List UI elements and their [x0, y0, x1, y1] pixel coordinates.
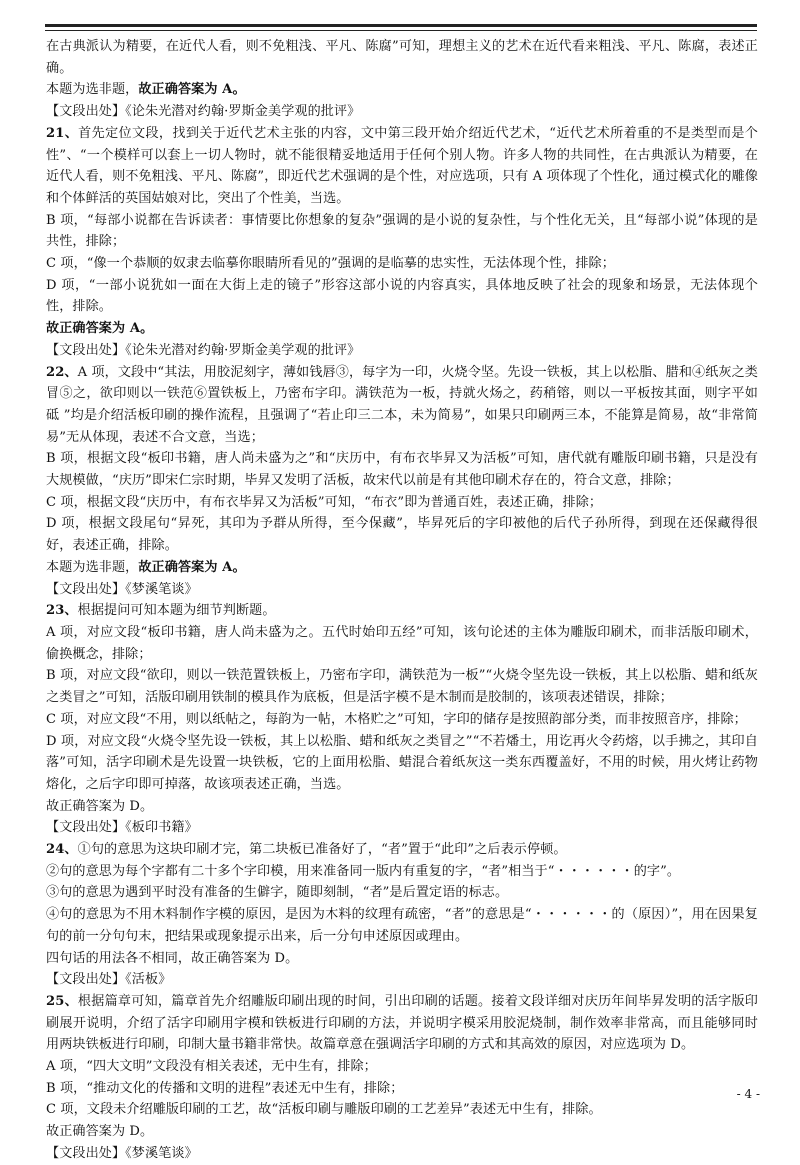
- question-number: 21、: [46, 125, 79, 141]
- text-paragraph: [46, 123, 758, 210]
- paragraph-text: 在古典派认为精要，在近代人看，则不免粗浅、平凡、陈腐”可知，理想主义的艺术在近代看来粗浅、平凡、陈腐，表述正确。: [46, 39, 758, 76]
- header-rule-thick: [45, 24, 757, 27]
- text-paragraph: [46, 1078, 758, 1100]
- text-paragraph: [46, 492, 758, 514]
- text-paragraph: [46, 101, 758, 123]
- text-paragraph: [46, 709, 758, 731]
- text-paragraph: [46, 600, 758, 622]
- text-paragraph: [46, 622, 758, 665]
- paragraph-text: 故正确答案为 D。: [46, 1124, 154, 1140]
- paragraph-text: C 项，根据文段“庆历中，有布衣毕昇又为活板”可知，“布衣”即为普通百姓，表述正确，排除；: [46, 494, 603, 510]
- text-paragraph: [46, 79, 758, 101]
- paragraph-text: ④句的意思为不用木料制作字模的原因，是因为木料的纹理有疏密，“者”的意思是“・・・・・・的（原因）”，用在因果复句的前一分句句末，把结果或现象提示出来，后一分句申述原因或理由。: [46, 907, 758, 944]
- question-number: 23、: [46, 603, 78, 619]
- paragraph-text: 【文段出处】《板印书籍》: [46, 820, 198, 836]
- paragraph-text: 【文段出处】《论朱光潜对约翰·罗斯金美学观的批评》: [46, 342, 361, 358]
- paragraph-text: ③句的意思为遇到平时没有准备的生僻字，随即刻制，“者”是后置定语的标志。: [46, 885, 509, 901]
- paragraph-text: ②句的意思为每个字都有二十多个字印模，用来准备同一版内有重复的字，“者”相当于“・・・・・・的字”。: [46, 863, 681, 879]
- text-paragraph: [46, 1099, 758, 1121]
- answer-explanation-body: [46, 36, 758, 1165]
- text-paragraph: [46, 275, 758, 318]
- paragraph-text: ①句的意思为这块印刷才完，第二块板已准备好了，“者”置于“此印”之后表示停顿。: [77, 842, 567, 858]
- paragraph-text: 根据篇章可知，篇章首先介绍雕版印刷出现的时间，引出印刷的话题。接着文段详细对庆历年间毕昇发明的活字版印刷展开说明，介绍了活字印刷用字模和铁板进行印刷的方法，并说明字模采用胶泥烧制，制作效率非常高，而且能够同时用两块铁板进行印刷，印制大量书籍非常快。故篇章意在强调活字印刷的方式和其高效的原因，对应选项为 D。: [46, 993, 758, 1053]
- answer-emphasis: 故正确答案为 A。: [138, 82, 246, 98]
- text-paragraph: [46, 991, 758, 1056]
- paragraph-text: D 项，“一部小说犹如一面在大街上走的镜子”形容这部小说的内容真实，具体地反映了社会的现象和场景，无法体现个性，排除。: [46, 277, 758, 315]
- paragraph-text: 本题为选非题，: [46, 82, 139, 98]
- text-paragraph: [46, 318, 758, 340]
- text-paragraph: [46, 969, 758, 991]
- text-paragraph: [46, 817, 758, 839]
- question-number: 25、: [46, 993, 78, 1009]
- text-paragraph: [46, 1121, 758, 1143]
- paragraph-text: A 项，“四大文明”文段没有相关表述，无中生有，排除；: [46, 1059, 377, 1075]
- text-paragraph: [46, 839, 758, 861]
- text-paragraph: [46, 882, 758, 904]
- text-paragraph: [46, 362, 758, 449]
- paragraph-text: 【文段出处】《梦溪笔谈》: [46, 1145, 198, 1161]
- paragraph-text: B 项，对应文段“欲印，则以一铁范置铁板上，乃密布字印，满铁范为一板”“火烧令坚先设一铁板，其上以松脂、蜡和纸灰之类冒之”可知，活版印刷用铁制的模具作为底板，但是活字模不是木制而是胶制的，该项表述错误，排除；: [46, 668, 758, 706]
- paragraph-text: C 项，“像一个恭顺的奴隶去临摹你眼睛所看见的”强调的是临摹的忠实性，无法体现个性，排除；: [46, 256, 615, 272]
- paragraph-text: 本题为选非题，: [46, 559, 139, 575]
- text-paragraph: [46, 861, 758, 883]
- text-paragraph: [46, 665, 758, 708]
- page-number: - 4 -: [736, 1087, 760, 1101]
- question-number: 22、: [46, 364, 78, 380]
- paragraph-text: C 项，对应文段“不用，则以纸帖之，每韵为一帖，木格贮之”可知，字印的储存是按照韵部分类，而非按照音序，排除；: [46, 711, 747, 727]
- paragraph-text: B 项，“推动文化的传播和文明的进程”表述无中生有，排除；: [46, 1080, 404, 1096]
- paragraph-text: D 项，根据文段尾句“昇死，其印为予群从所得，至今保藏”，毕昇死后的字印被他的后代子孙所得，到现在还保藏得很好，表述正确，排除。: [46, 516, 758, 554]
- paragraph-text: 首先定位文段，找到关于近代艺术主张的内容，文中第三段开始介绍近代艺术，“近代艺术所着重的不是类型而是个性”、“一个模样可以套上一切人物时，就不能很精妥地适用于任何个别人物。许多人物的共同性，在古典派认为精要，在近代人看，则不免粗浅、平凡、陈腐”，即近代艺术强调的是个性，对应选项，只有 A 项体现了个性化，通过模式化的雕像和个体鲜活的英国姑娘对比，突出了个性美，当选。: [46, 125, 758, 206]
- paragraph-text: 根据提问可知本题为细节判断题。: [77, 603, 276, 619]
- text-paragraph: [46, 579, 758, 601]
- text-paragraph: [46, 36, 758, 79]
- header-rule-thin: [45, 30, 757, 31]
- paragraph-text: 【文段出处】《活板》: [46, 972, 172, 988]
- paragraph-text: A 项，对应文段“板印书籍，唐人尚未盛为之。五代时始印五经”可知，该句论述的主体为雕版印刷术，而非活版印刷术，偷换概念，排除；: [46, 624, 758, 662]
- paragraph-text: B 项，“每部小说都在告诉读者：事情要比你想象的复杂”强调的是小说的复杂性，与个性化无关，且“每部小说”体现的是共性，排除；: [46, 212, 758, 250]
- text-paragraph: [46, 948, 758, 970]
- paragraph-text: C 项，文段未介绍雕版印刷的工艺，故“活板印刷与雕版印刷的工艺差异”表述无中生有，排除。: [46, 1102, 602, 1118]
- text-paragraph: [46, 1143, 758, 1165]
- text-paragraph: [46, 557, 758, 579]
- text-paragraph: [46, 340, 758, 362]
- answer-emphasis: 故正确答案为 A。: [46, 321, 154, 337]
- answer-emphasis: 故正确答案为 A。: [138, 559, 246, 575]
- paragraph-text: 四句话的用法各不相同，故正确答案为 D。: [46, 950, 299, 966]
- paragraph-text: D 项，对应文段“火烧令坚先设一铁板，其上以松脂、蜡和纸灰之类冒之”“不若燔土，用讫再火令药熔，以手拂之，其印自落”可知，活字印刷术是先设置一块铁板，它的上面用松脂、蜡混合着纸灰这一类东西覆盖好，不用的时候，用火烤让药物熔化，之后字印即可掉落，故该项表述正确，当选。: [46, 733, 758, 792]
- question-number: 24、: [46, 842, 78, 858]
- paragraph-text: 故正确答案为 D。: [46, 798, 154, 814]
- paragraph-text: B 项，根据文段“板印书籍，唐人尚未盛为之”和“庆历中，有布衣毕昇又为活板”可知，唐代就有雕版印刷书籍，只是没有大规模做，“庆历”即宋仁宗时期，毕昇又发明了活板，故宋代以前是有其他印刷术存在的，符合文意，排除；: [46, 451, 758, 489]
- paragraph-text: 【文段出处】《梦溪笔谈》: [46, 581, 198, 597]
- text-paragraph: [46, 904, 758, 947]
- text-paragraph: [46, 253, 758, 275]
- text-paragraph: [46, 731, 758, 796]
- text-paragraph: [46, 210, 758, 253]
- paragraph-text: A 项，文段中“其法，用胶泥刻字，薄如钱唇③，每字为一印，火烧令坚。先设一铁板，其上以松脂、腊和④纸灰之类冒⑤之，欲印则以一铁范⑥置铁板上，乃密布字印。满铁范为一板，持就火炀之，药稍镕，则以一平板按其面，则字平如砥 ”均是介绍活板印刷的操作流程，且强调了“若止印三二本，未为简易”，如果只印刷两三本，不能算是简易，故“非常简易”无从体现，表述不合文意，当选；: [46, 364, 758, 445]
- text-paragraph: [46, 1056, 758, 1078]
- text-paragraph: [46, 513, 758, 556]
- paragraph-text: 【文段出处】《论朱光潜对约翰·罗斯金美学观的批评》: [46, 104, 361, 120]
- text-paragraph: [46, 448, 758, 491]
- text-paragraph: [46, 796, 758, 818]
